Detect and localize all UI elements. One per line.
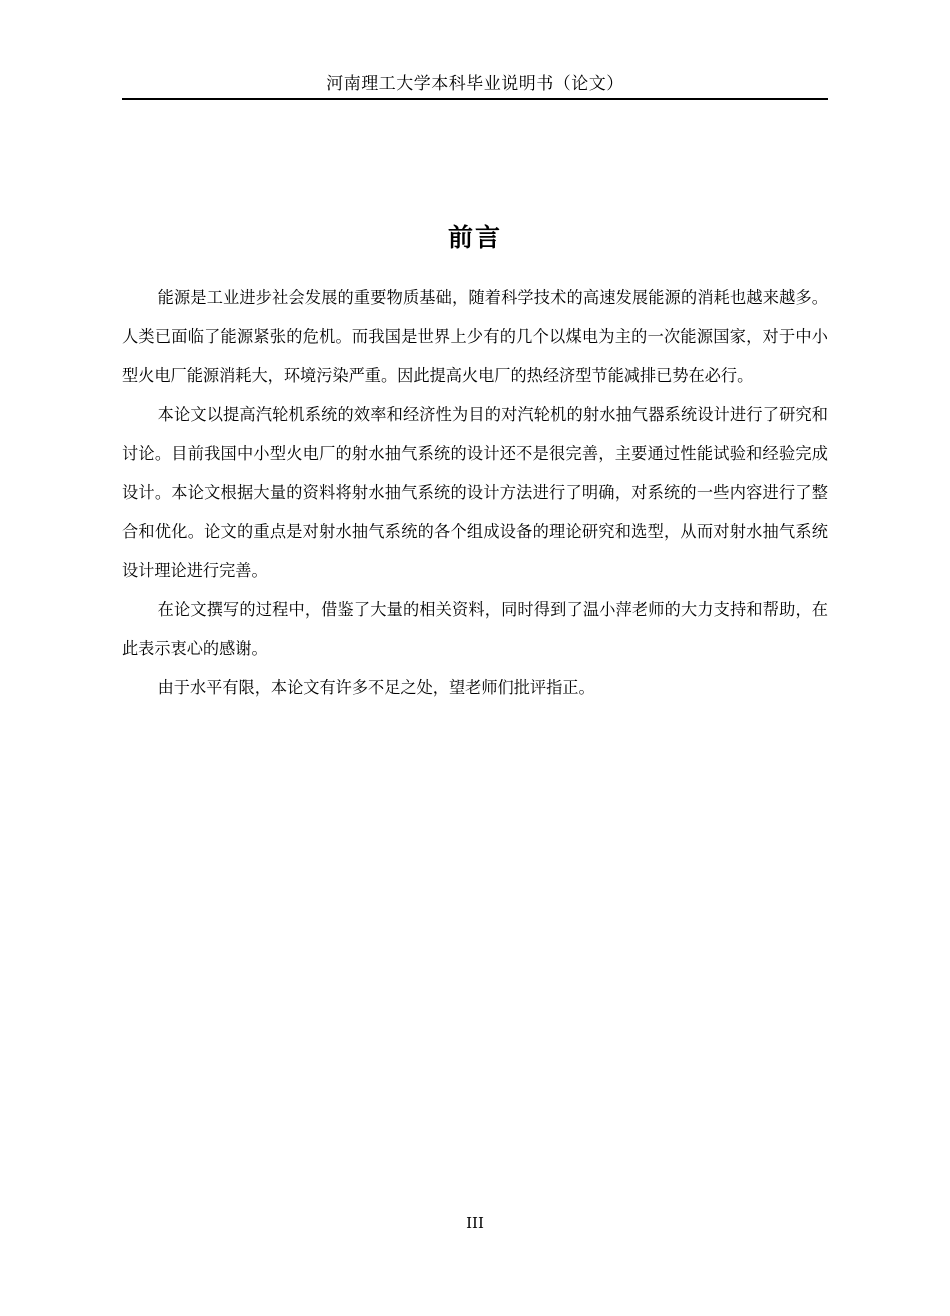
page-header: [122, 72, 828, 100]
paragraph-2: 本论文以提高汽轮机系统的效率和经济性为目的对汽轮机的射水抽气器系统设计进行了研究和讨论。目前我国中小型火电厂的射水抽气系统的设计还不是很完善，主要通过性能试验和经验完成设计。本论文根据大量的资料将射水抽气系统的设计方法进行了明确，对系统的一些内容进行了整合和优化。论文的重点是对射水抽气系统的各个组成设备的理论研究和选型，从而对射水抽气系统设计理论进行完善。: [122, 405, 828, 580]
header-text: 河南理工大学本科毕业说明书（论文）: [326, 74, 624, 94]
page-number: III: [466, 1214, 484, 1232]
paragraph-3: 在论文撰写的过程中，借鉴了大量的相关资料，同时得到了温小萍老师的大力支持和帮助，在此表示衷心的感谢。: [122, 600, 828, 658]
paragraph-1: 能源是工业进步社会发展的重要物质基础，随着科学技术的高速发展能源的消耗也越来越多。人类已面临了能源紧张的危机。而我国是世界上少有的几个以煤电为主的一次能源国家，对于中小型火电厂能源消耗大，环境污染严重。因此提高火电厂的热经济型节能减排已势在必行。: [122, 288, 828, 385]
document-title: 前言: [447, 223, 502, 252]
document-body: [122, 278, 828, 707]
paragraph-4: 由于水平有限，本论文有许多不足之处，望老师们批评指正。: [157, 678, 595, 697]
